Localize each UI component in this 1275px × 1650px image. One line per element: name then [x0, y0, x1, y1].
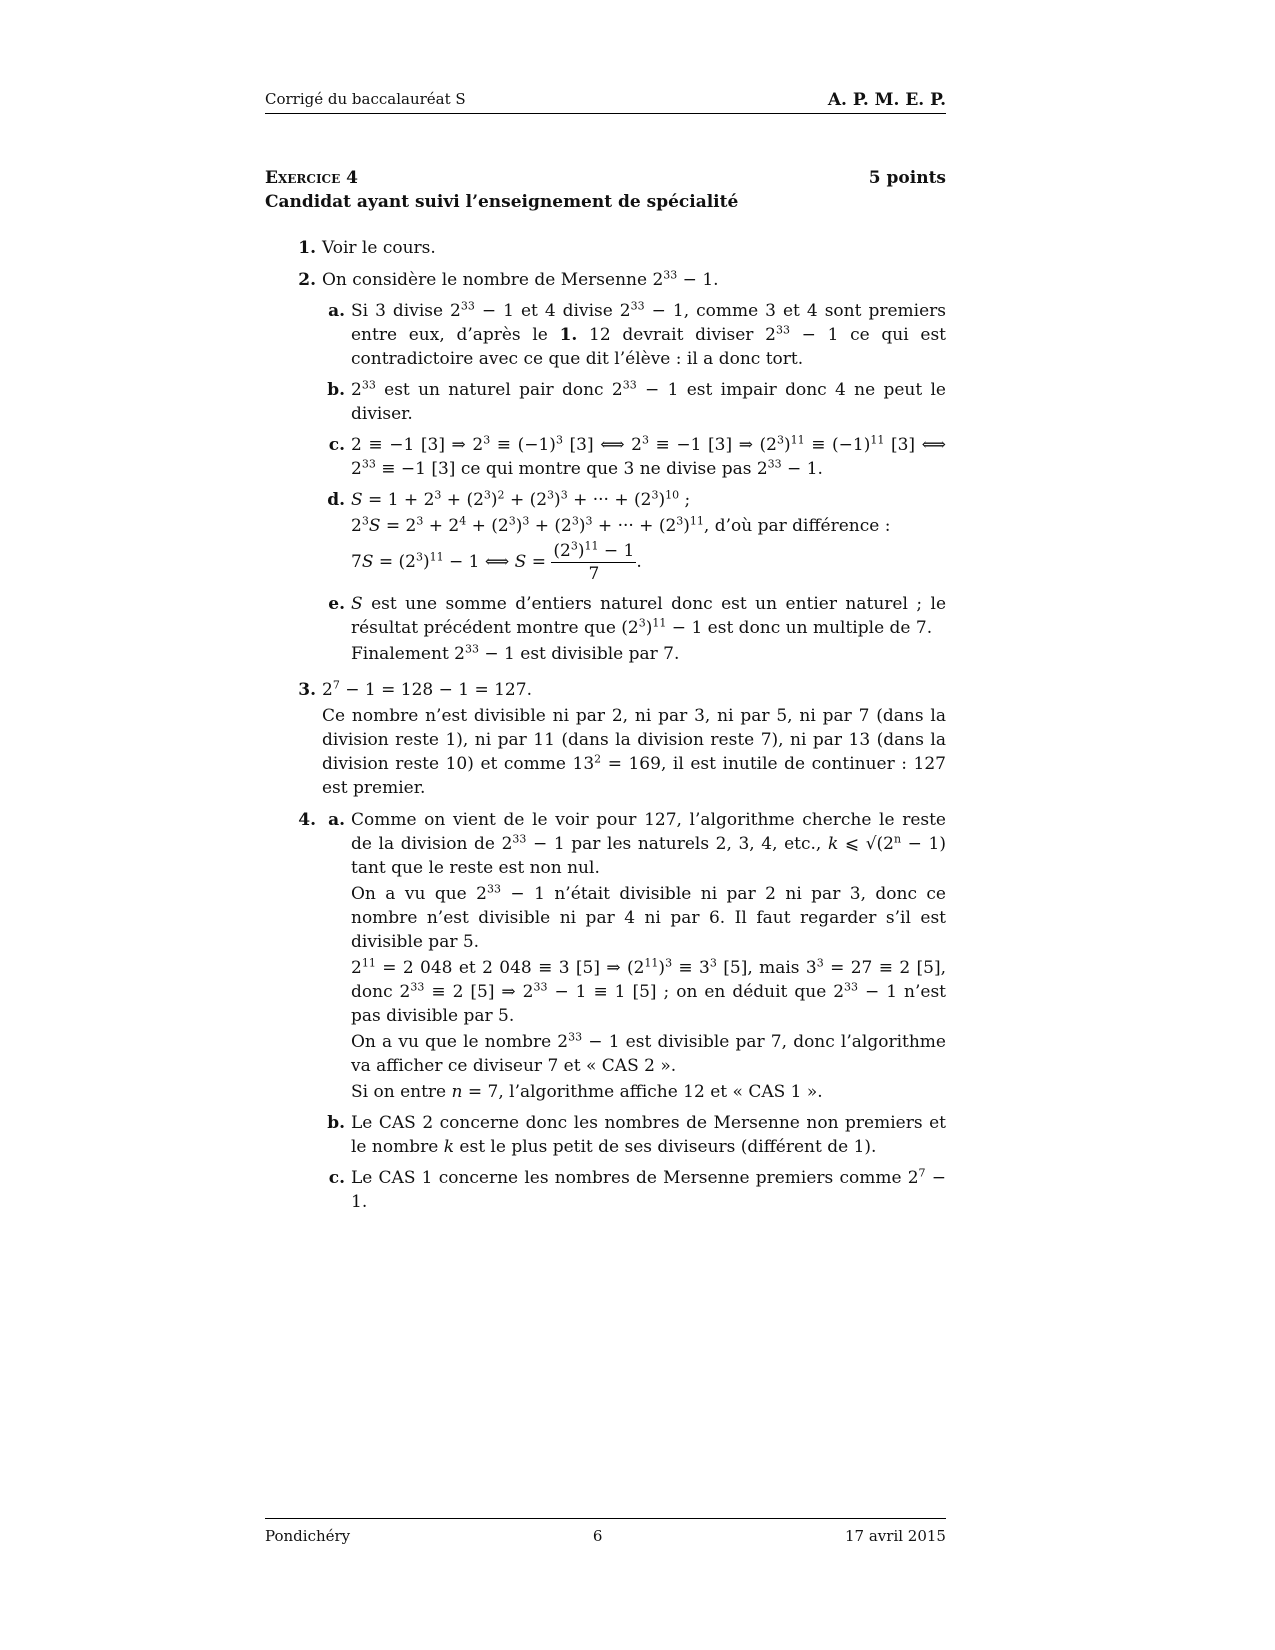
text-run: − 1 par les naturels 2, 3, 4, etc.,	[526, 834, 828, 854]
text-run: ≡ 2 [5] ⇒ 2	[424, 982, 534, 1002]
subquestion-label: a.	[328, 810, 345, 830]
exponent: 3	[547, 488, 555, 502]
text-run: )	[577, 541, 585, 561]
paragraph	[322, 268, 946, 292]
exponent: 11	[652, 616, 667, 630]
text-run: − 1 est donc un multiple de 7.	[666, 618, 933, 638]
text-run: − 1 ⟺	[443, 552, 515, 572]
text-run: + 2	[423, 516, 460, 536]
text-run: [5], mais 3	[716, 958, 817, 978]
text-run: + ··· + (2	[567, 490, 652, 510]
question-3	[265, 678, 946, 800]
exponent: 33	[663, 268, 678, 282]
paragraph	[351, 592, 946, 640]
text-run: 12 devrait diviser 2	[577, 325, 776, 345]
text-run: )	[515, 516, 523, 536]
exercise-subtitle: Candidat ayant suivi l’enseignement de spécialité	[265, 192, 739, 212]
exponent: 3	[570, 539, 578, 553]
exponent: 3	[709, 956, 717, 970]
text-run: 7	[351, 552, 362, 572]
text-run: )	[783, 435, 791, 455]
exponent: 2	[497, 488, 505, 502]
math-variable: S	[514, 552, 527, 572]
text-run: ≡ −1 [3] ⇒ (2	[648, 435, 777, 455]
paragraph	[351, 642, 946, 666]
math-variable: S	[368, 516, 381, 536]
subquestion-label: b.	[327, 1113, 345, 1133]
text-run: − 1 ≡ 1 [5] ; on en déduit que 2	[547, 982, 845, 1002]
math-variable: S	[361, 552, 374, 572]
exponent: 10	[665, 488, 680, 502]
page-header	[265, 90, 946, 114]
exponent: 33	[410, 980, 425, 994]
question-4	[265, 808, 946, 1214]
subquestion-label: b.	[327, 380, 345, 400]
exponent: 3	[665, 956, 673, 970]
question-text	[322, 678, 946, 800]
text-run: − 1.	[351, 1168, 946, 1212]
exponent: 3	[415, 550, 423, 564]
text-run: (2	[553, 541, 571, 561]
question-number: 1.	[298, 238, 316, 258]
subquestion-label: c.	[328, 435, 345, 455]
exponent: 33	[844, 980, 859, 994]
text-run: ≡ 3	[672, 958, 710, 978]
exponent: 3	[434, 488, 442, 502]
text-run: + (2	[504, 490, 548, 510]
text-run: )	[554, 490, 561, 510]
text-run: ≡ (−1)	[804, 435, 871, 455]
subquestion-a	[322, 299, 946, 371]
page-number: 6	[592, 1527, 603, 1545]
exponent: 3	[585, 514, 593, 528]
exponent: 3	[416, 514, 424, 528]
page-footer	[265, 1518, 946, 1545]
subquestion-text	[351, 433, 946, 481]
exponent: 3	[776, 433, 784, 447]
exponent: 33	[361, 378, 376, 392]
question-text	[322, 268, 946, 292]
text-run: − 1 ce qui est contradictoire avec ce que dit l’élève : il a donc tort.	[351, 325, 947, 369]
text-run: = 169, il est inutile de continuer : 127 est premier.	[322, 754, 947, 798]
math-variable: n	[451, 1082, 463, 1102]
text-run: )	[658, 490, 666, 510]
text-run: ≡ −1 [3] ce qui montre que 3 ne divise pas 2	[375, 459, 768, 479]
exponent: 33	[465, 642, 479, 656]
paragraph	[351, 433, 946, 481]
exponent: 33	[487, 882, 501, 896]
question-number: 2.	[298, 270, 316, 290]
text-run: )	[683, 516, 690, 536]
text-run: 2	[322, 680, 333, 700]
subquestion-label: d.	[327, 490, 345, 510]
text-run: Le CAS 2 concerne donc les nombres de Mersenne non premiers et le nombre	[351, 1113, 946, 1157]
text-run: − 1 et 4 divise 2	[474, 301, 631, 321]
exponent: 3	[676, 514, 684, 528]
exponent: 3	[522, 514, 530, 528]
text-run: )	[645, 618, 653, 638]
text-run: + (2	[441, 490, 484, 510]
text-run: )	[490, 490, 498, 510]
paragraph	[351, 956, 946, 1028]
text-run: Si on entre	[351, 1082, 452, 1102]
exponent: n	[893, 832, 902, 846]
exponent: 3	[560, 488, 568, 502]
document-body	[265, 166, 946, 1214]
subquestion-b	[322, 1111, 946, 1159]
subquestion-label: e.	[328, 594, 345, 614]
paragraph	[322, 678, 946, 702]
text-run: 7	[588, 564, 600, 584]
text-run: − 1 est divisible par 7, donc l’algorithme va afficher ce diviseur 7 et « CAS 2 ».	[351, 1032, 946, 1076]
text-run: =	[526, 552, 552, 572]
exponent: 11	[361, 956, 376, 970]
exponent: 3	[361, 514, 369, 528]
question-2	[265, 268, 946, 666]
subquestion-text	[351, 1166, 946, 1214]
text-run: est une somme d’entiers naturel donc est un entier naturel ; le résultat précédent montre que (2	[351, 594, 946, 638]
exponent: 33	[512, 832, 527, 846]
subquestion-a	[322, 808, 946, 1104]
text-run: = 7, l’algorithme affiche 12 et « CAS 1 ».	[462, 1082, 823, 1102]
subquestion-b	[322, 378, 946, 426]
text-run: − 1) tant que le reste est non nul.	[351, 834, 946, 878]
math-variable: k	[443, 1137, 454, 1157]
text-run: Voir le cours.	[322, 238, 436, 258]
exercise-points: 5 points	[868, 168, 946, 188]
text-run: − 1 n’est pas divisible par 5.	[351, 982, 946, 1026]
text-run: = 2 048 et 2 048 ≡ 3 [5] ⇒ (2	[375, 958, 645, 978]
exponent: 3	[816, 956, 824, 970]
question-number: 3.	[298, 680, 316, 700]
footer-location: Pondichéry	[265, 1527, 351, 1545]
text-run: On a vu que le nombre 2	[351, 1032, 569, 1052]
subquestion-text	[351, 299, 946, 371]
text-run: + ··· + (2	[592, 516, 677, 536]
text-run: Finalement 2	[351, 644, 465, 664]
text-run: − 1	[598, 541, 635, 561]
exponent: 33	[775, 323, 790, 337]
text-run: )	[422, 552, 430, 572]
exponent: 11	[689, 514, 704, 528]
text-run: − 1 n’était divisible ni par 2 ni par 3, donc ce nombre n’est divisible ni par 4 ni par 6. Il faut regarder s’il est divisible par 5.	[351, 884, 946, 952]
subquestion-c	[322, 433, 946, 481]
paragraph	[351, 488, 946, 512]
text-run: [3] ⟺ 2	[351, 435, 946, 479]
exponent: 3	[571, 514, 579, 528]
footer-date: 17 avril 2015	[845, 1527, 946, 1545]
text-run: − 1 = 128 − 1 = 127.	[339, 680, 532, 700]
exponent: 33	[533, 980, 548, 994]
subquestion-text	[351, 378, 946, 426]
exponent: 7	[918, 1166, 926, 1180]
text-run: 2 ≡ −1 [3] ⇒ 2	[351, 435, 484, 455]
paragraph	[351, 514, 946, 538]
exponent: 33	[361, 457, 376, 471]
exponent: 3	[483, 433, 491, 447]
text-run: Le CAS 1 concerne les nombres de Mersenne premiers comme 2	[351, 1168, 919, 1188]
text-run: = 2	[380, 516, 417, 536]
paragraph	[351, 299, 946, 371]
text-run: + (2	[529, 516, 572, 536]
fraction	[551, 540, 636, 585]
exercise-heading	[265, 166, 946, 190]
text-run: = (2	[373, 552, 416, 572]
exponent: 33	[460, 299, 475, 313]
text-run: + (2	[466, 516, 509, 536]
exponent: 33	[630, 299, 645, 313]
subquestions	[322, 299, 946, 666]
text-run: Ce nombre n’est divisible ni par 2, ni par 3, ni par 5, ni par 7 (dans la division reste 1), ni par 11 (dans la division reste 7), ni par 13 (dans la division reste 10) et comme 13	[322, 706, 946, 774]
text-run: ≡ (−1)	[490, 435, 556, 455]
exponent: 33	[622, 378, 637, 392]
exercise-title: Exercice 4	[265, 168, 358, 188]
exponent: 3	[483, 488, 491, 502]
question-number: 4.	[298, 810, 316, 830]
math-variable: S	[351, 490, 363, 510]
paragraph	[322, 704, 946, 800]
subquestion-c	[322, 1166, 946, 1214]
subquestion-text	[351, 488, 946, 585]
header-org: A. P. M. E. P.	[827, 90, 946, 110]
exponent: 7	[332, 678, 340, 692]
subquestion-d	[322, 488, 946, 585]
text-run: )	[578, 516, 586, 536]
text-run: − 1 est impair donc 4 ne peut le diviser.	[351, 380, 946, 424]
question-1	[265, 236, 946, 260]
text-run: 2	[351, 380, 362, 400]
subquestions	[322, 808, 946, 1214]
exponent: 4	[459, 514, 467, 528]
text-run: )	[658, 958, 666, 978]
paragraph	[351, 1080, 946, 1104]
exponent: 11	[584, 539, 599, 553]
exponent: 33	[767, 457, 782, 471]
subquestion-text	[351, 592, 946, 666]
text-run: − 1, comme 3 et 4 sont premiers entre eux, d’après le	[351, 301, 946, 345]
text-run: est un naturel pair donc 2	[375, 380, 623, 400]
text-run: − 1 est divisible par 7.	[479, 644, 680, 664]
text-run: Si 3 divise 2	[351, 301, 461, 321]
text-run: 2	[351, 516, 362, 536]
paragraph	[351, 808, 946, 880]
exponent: 33	[568, 1030, 583, 1044]
subquestion-label: c.	[328, 1168, 345, 1188]
text-run: On a vu que 2	[351, 884, 487, 904]
math-variable: S	[351, 594, 363, 614]
exponent: 3	[508, 514, 516, 528]
subquestion-text	[351, 1111, 946, 1159]
exponent: 3	[641, 433, 649, 447]
text-run: = 1 + 2	[362, 490, 435, 510]
text-run: .	[636, 552, 642, 572]
exponent: 2	[594, 752, 602, 766]
text-run: est le plus petit de ses diviseurs (différent de 1).	[454, 1137, 877, 1157]
subquestion-text	[351, 808, 946, 1104]
reference: 1.	[559, 325, 578, 345]
paragraph	[351, 882, 946, 954]
paragraph	[322, 236, 946, 260]
paragraph	[351, 1030, 946, 1078]
numerator	[551, 540, 636, 563]
text-run: = 27 ≡ 2 [5], donc 2	[351, 958, 946, 1002]
header-title: Corrigé du baccalauréat S	[265, 90, 466, 108]
exponent: 3	[638, 616, 646, 630]
text-run: − 1.	[781, 459, 823, 479]
exponent: 3	[555, 433, 563, 447]
text-run: , d’où par différence :	[703, 516, 891, 536]
exponent: 11	[870, 433, 885, 447]
exponent: 11	[644, 956, 659, 970]
question-text	[322, 236, 946, 260]
exponent: 11	[429, 550, 444, 564]
text-run: 2	[351, 958, 362, 978]
math-variable: k	[827, 834, 839, 854]
subquestion-label: a.	[328, 301, 345, 321]
text-run: ⩽ √(2	[838, 834, 894, 854]
denominator	[551, 563, 636, 585]
subquestion-e	[322, 592, 946, 666]
exponent: 3	[651, 488, 659, 502]
text-run: [3] ⟺ 2	[562, 435, 642, 455]
text-run: Comme on vient de le voir pour 127, l’algorithme cherche le reste de la division de 2	[351, 810, 946, 854]
paragraph	[351, 1111, 946, 1159]
text-run: ;	[679, 490, 691, 510]
paragraph	[351, 540, 946, 585]
paragraph	[351, 378, 946, 426]
paragraph	[351, 1166, 946, 1214]
exponent: 11	[790, 433, 805, 447]
text-run: − 1.	[677, 270, 719, 290]
text-run: On considère le nombre de Mersenne 2	[322, 270, 664, 290]
